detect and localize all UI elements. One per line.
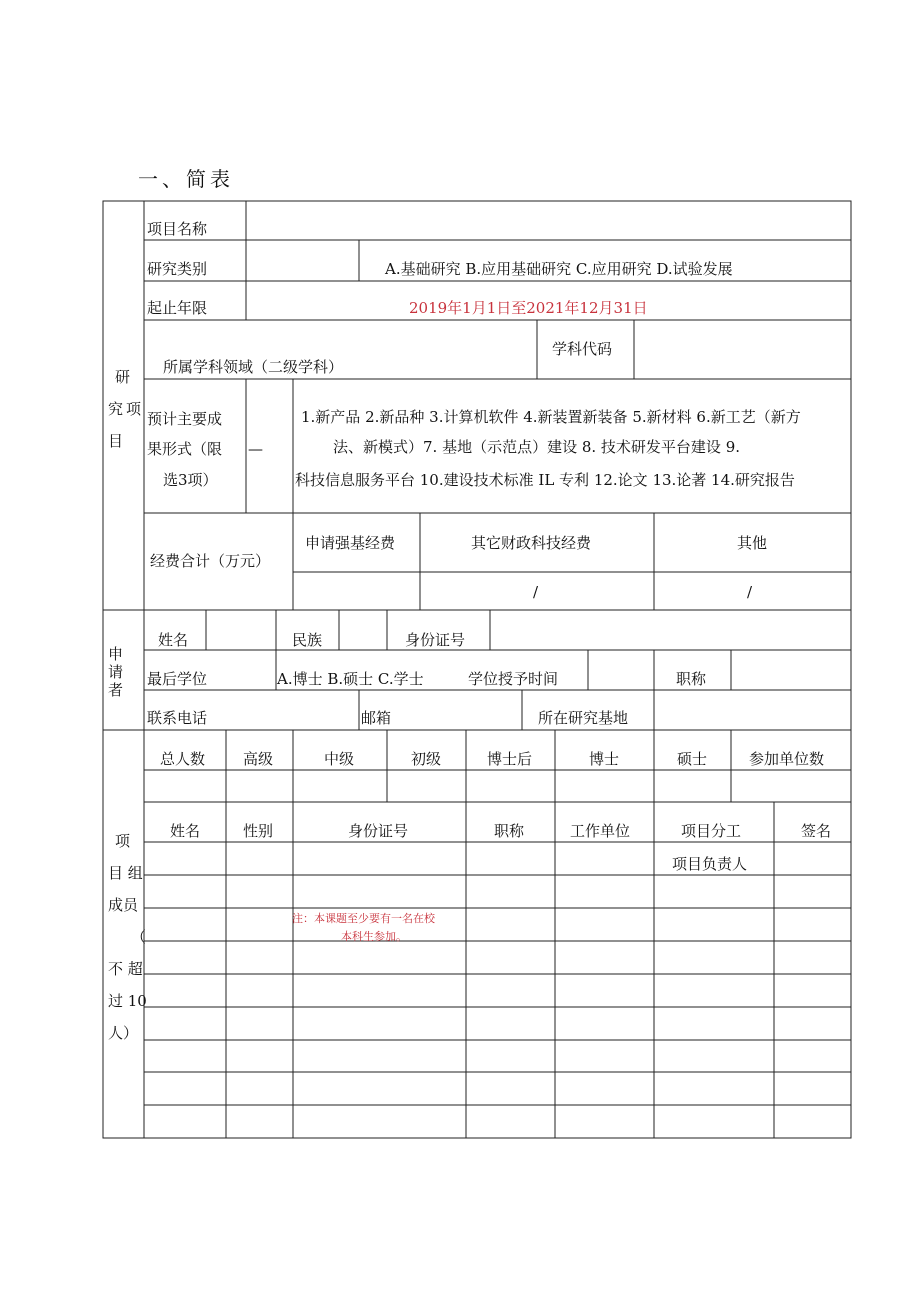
outcome-option-line-1[interactable]: 1.新产品 2.新品种 3.计算机软件 4.新装置新装备 5.新材料 6.新工艺（新方 bbox=[301, 408, 801, 426]
team-note-line-1: 注：本课题至少要有一名在校 bbox=[292, 912, 435, 925]
project-name-label: 项目名称 bbox=[147, 220, 208, 238]
member-header-title: 职称 bbox=[494, 822, 525, 840]
member-header-name: 姓名 bbox=[170, 822, 201, 840]
applicant-side-label-3: 者 bbox=[108, 681, 124, 699]
count-header-master: 硕士 bbox=[677, 750, 708, 768]
section-title: 一、简表 bbox=[138, 167, 234, 191]
period-label: 起止年限 bbox=[147, 299, 208, 317]
research-side-label-3: 项 bbox=[126, 400, 142, 418]
outcome-label-line-2: 果形式（限 bbox=[147, 440, 223, 458]
team-side-label-3: 成员 bbox=[108, 896, 139, 914]
funding-value-other-fiscal[interactable]: / bbox=[533, 583, 539, 601]
degree-time-label: 学位授予时间 bbox=[468, 670, 559, 688]
phone-label: 联系电话 bbox=[147, 709, 208, 727]
outcome-label-line-3: 选3项） bbox=[163, 471, 218, 489]
funding-col-other-fiscal: 其它财政科技经费 bbox=[471, 534, 592, 552]
applicant-ethnicity-label: 民族 bbox=[292, 631, 323, 649]
team-side-label-5: 不 超 bbox=[108, 960, 143, 978]
outcome-option-line-2[interactable]: 法、新模式）7. 基地（示范点）建设 8. 技术研发平台建设 9. bbox=[333, 438, 741, 456]
applicant-side-label-1: 申 bbox=[108, 645, 124, 663]
team-side-label-2: 目 组 bbox=[108, 864, 143, 882]
outcome-dash: — bbox=[248, 440, 263, 458]
field-label: 所属学科领域（二级学科） bbox=[163, 358, 344, 376]
count-header-junior: 初级 bbox=[411, 750, 442, 768]
leader-role: 项目负责人 bbox=[672, 855, 748, 873]
member-header-gender: 性别 bbox=[243, 822, 274, 840]
degree-label: 最后学位 bbox=[147, 670, 208, 688]
member-header-id: 身份证号 bbox=[348, 822, 409, 840]
count-header-postdoc: 博士后 bbox=[487, 750, 533, 768]
member-header-signature: 签名 bbox=[801, 822, 832, 840]
applicant-name-label: 姓名 bbox=[158, 631, 189, 649]
outcome-label-line-1: 预计主要成 bbox=[147, 410, 223, 428]
count-header-units: 参加单位数 bbox=[749, 750, 825, 768]
team-note-line-2: 本科生参加。 bbox=[341, 930, 407, 943]
count-header-total: 总人数 bbox=[160, 750, 206, 768]
team-side-label-7: 人） bbox=[108, 1024, 139, 1042]
applicant-side-label-2: 请 bbox=[108, 663, 124, 681]
research-side-label-2: 究 bbox=[108, 400, 124, 418]
period-value[interactable]: 2019年1月1日至2021年12月31日 bbox=[409, 299, 648, 317]
member-header-unit: 工作单位 bbox=[570, 822, 631, 840]
outcome-option-line-3[interactable]: 科技信息服务平台 10.建设技术标准 IL 专利 12.论文 13.论著 14.研究报告 bbox=[295, 471, 795, 489]
team-side-label-6: 过 10 bbox=[108, 992, 147, 1010]
code-label: 学科代码 bbox=[552, 340, 613, 358]
degree-options[interactable]: A.博士 B.硕士 C.学士 bbox=[277, 670, 424, 688]
research-side-label-4: 目 bbox=[108, 432, 124, 450]
email-label: 邮箱 bbox=[361, 709, 392, 727]
member-header-role: 项目分工 bbox=[681, 822, 742, 840]
applicant-id-label: 身份证号 bbox=[405, 631, 466, 649]
funding-value-other[interactable]: / bbox=[747, 583, 753, 601]
count-header-senior: 高级 bbox=[243, 750, 274, 768]
category-label: 研究类别 bbox=[147, 260, 208, 278]
funding-col-other: 其他 bbox=[737, 534, 768, 552]
count-header-phd: 博士 bbox=[589, 750, 620, 768]
count-header-intermediate: 中级 bbox=[324, 750, 355, 768]
category-options[interactable]: A.基础研究 B.应用基础研究 C.应用研究 D.试验发展 bbox=[385, 260, 733, 278]
team-side-label-1: 项 bbox=[115, 832, 131, 850]
applicant-title-label: 职称 bbox=[676, 670, 707, 688]
funding-total-label: 经费合计（万元） bbox=[150, 552, 271, 570]
research-base-label: 所在研究基地 bbox=[538, 709, 629, 727]
team-side-label-4: （ bbox=[131, 928, 147, 946]
funding-col-strong-base: 申请强基经费 bbox=[305, 534, 396, 552]
research-side-label-1: 研 bbox=[115, 368, 131, 386]
